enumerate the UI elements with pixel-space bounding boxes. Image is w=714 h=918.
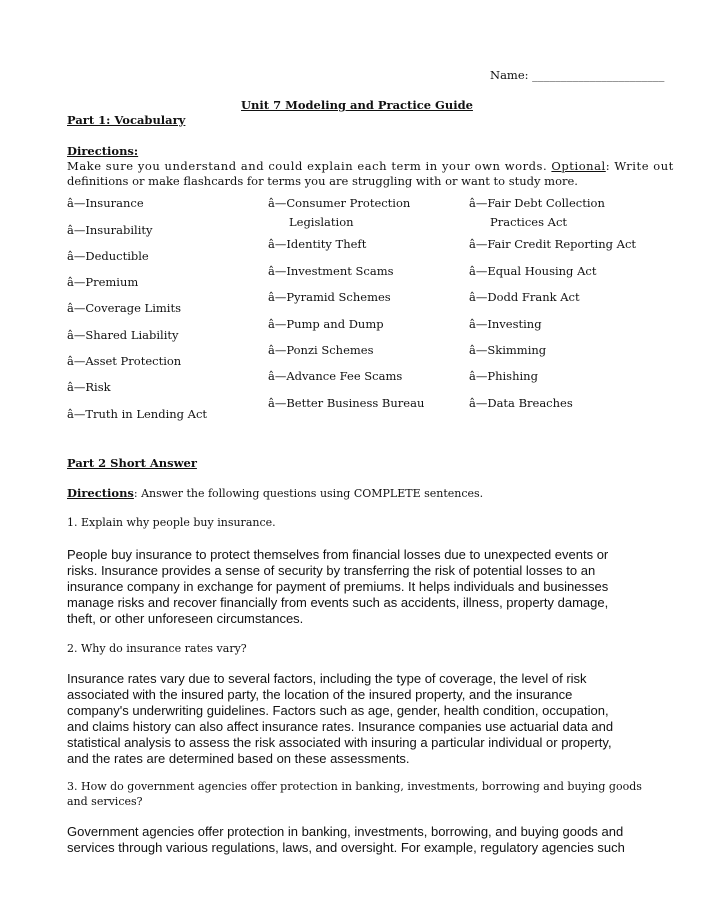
- checkbox-bullet-icon: â—: [469, 290, 488, 304]
- answer-line: Government agencies offer protection in banking, investments, borrowing, and buying goods and: [67, 824, 624, 839]
- checkbox-bullet-icon: â—: [268, 317, 287, 331]
- vocab-item: [469, 343, 546, 357]
- checkbox-bullet-icon: â—: [67, 196, 86, 210]
- checkbox-bullet-icon: â—: [268, 369, 287, 383]
- answer-line: and the rates are determined based on these assessments.: [67, 751, 410, 766]
- answer-line: insurance company in exchange for payment of premiums. It helps individuals and businesses: [67, 579, 609, 594]
- directions-heading: Directions:: [67, 144, 139, 158]
- checkbox-bullet-icon: â—: [268, 264, 287, 278]
- part2-directions: [67, 486, 483, 500]
- vocab-term: Pyramid Schemes: [286, 290, 391, 304]
- question-3: 3. How do government agencies offer protection in banking, investments, borrowing and buying goods: [67, 780, 642, 793]
- vocab-term: Equal Housing Act: [487, 264, 597, 278]
- vocab-item: [67, 275, 138, 289]
- part2-directions-text: : Answer the following questions using COMPLETE sentences.: [133, 487, 484, 500]
- vocab-item: [469, 369, 538, 383]
- vocab-term: Consumer Protection: [286, 196, 411, 210]
- vocab-term: Ponzi Schemes: [286, 343, 374, 357]
- vocab-term: Insurability: [85, 223, 153, 237]
- vocab-term: Advance Fee Scams: [286, 369, 403, 383]
- vocab-item: [469, 237, 636, 251]
- vocab-item: [67, 380, 111, 394]
- checkbox-bullet-icon: â—: [469, 264, 488, 278]
- vocab-term: Fair Credit Reporting Act: [487, 237, 637, 251]
- answer-line: People buy insurance to protect themselves from financial losses due to unexpected events or: [67, 547, 609, 562]
- checkbox-bullet-icon: â—: [67, 354, 86, 368]
- vocab-item: [469, 290, 580, 304]
- vocab-term: Pump and Dump: [286, 317, 384, 331]
- vocab-item: [268, 237, 366, 251]
- checkbox-bullet-icon: â—: [67, 328, 86, 342]
- question-1: 1. Explain why people buy insurance.: [67, 516, 276, 529]
- vocab-term: Investing: [487, 317, 542, 331]
- answer-line: theft, or other unforeseen circumstances.: [67, 611, 304, 626]
- answer-2: [67, 671, 652, 767]
- vocab-item: [268, 369, 402, 383]
- vocab-item: [67, 328, 179, 342]
- part2-directions-label: Directions: [67, 486, 134, 500]
- vocab-item: [469, 196, 605, 210]
- answer-line: statistical analysis to assess the risk associated with insuring a particular individual or property,: [67, 735, 612, 750]
- directions-line-2: definitions or make flashcards for terms you are struggling with or want to study more.: [67, 174, 578, 188]
- vocab-item: [268, 264, 394, 278]
- checkbox-bullet-icon: â—: [469, 317, 488, 331]
- vocab-item: [469, 396, 573, 410]
- optional-label: Optional: [551, 159, 606, 173]
- vocab-term: Deductible: [85, 249, 149, 263]
- answer-line: associated with the insured party, the location of the insured property, and the insurance: [67, 687, 573, 702]
- vocab-item: [67, 249, 149, 263]
- vocab-term: Skimming: [487, 343, 547, 357]
- vocab-term: Identity Theft: [286, 237, 367, 251]
- vocab-term: Truth in Lending Act: [85, 407, 208, 421]
- checkbox-bullet-icon: â—: [268, 196, 287, 210]
- part1-heading: Part 1: Vocabulary: [67, 113, 186, 127]
- vocab-item: [469, 317, 542, 331]
- checkbox-bullet-icon: â—: [469, 196, 488, 210]
- checkbox-bullet-icon: â—: [469, 396, 488, 410]
- question-3-continued: and services?: [67, 795, 143, 808]
- checkbox-bullet-icon: â—: [67, 380, 86, 394]
- vocab-term-continued: Practices Act: [490, 215, 568, 229]
- name-field-label: Name: _______________________: [490, 68, 665, 82]
- checkbox-bullet-icon: â—: [67, 407, 86, 421]
- answer-line: services through various regulations, laws, and oversight. For example, regulatory agencies such: [67, 840, 625, 855]
- checkbox-bullet-icon: â—: [469, 343, 488, 357]
- directions-line-1: [67, 159, 674, 173]
- checkbox-bullet-icon: â—: [268, 290, 287, 304]
- vocab-term: Dodd Frank Act: [487, 290, 580, 304]
- vocab-item: [268, 290, 391, 304]
- vocab-term: Shared Liability: [85, 328, 179, 342]
- answer-line: risks. Insurance provides a sense of security by transferring the risk of potential losses to an: [67, 563, 596, 578]
- answer-1: [67, 547, 652, 627]
- vocab-term-continued: Legislation: [289, 215, 354, 229]
- answer-line: Insurance rates vary due to several factors, including the type of coverage, the level of risk: [67, 671, 587, 686]
- vocab-item: [268, 343, 374, 357]
- answer-3: [67, 824, 652, 856]
- vocab-item: [67, 196, 144, 210]
- vocab-term: Phishing: [487, 369, 538, 383]
- checkbox-bullet-icon: â—: [67, 275, 86, 289]
- checkbox-bullet-icon: â—: [268, 396, 287, 410]
- vocab-term: Asset Protection: [85, 354, 182, 368]
- vocab-term: Insurance: [85, 196, 144, 210]
- directions-text-end: : Write out: [605, 159, 674, 173]
- vocab-term: Coverage Limits: [85, 301, 181, 315]
- vocab-item: [67, 223, 152, 237]
- vocab-term: Data Breaches: [487, 396, 573, 410]
- answer-line: company's underwriting guidelines. Factors such as age, gender, health condition, occupation,: [67, 703, 609, 718]
- vocab-item: [67, 301, 181, 315]
- answer-line: manage risks and recover financially from events such as accidents, illness, property damage,: [67, 595, 609, 610]
- vocab-term: Investment Scams: [286, 264, 394, 278]
- vocab-term: Risk: [85, 380, 111, 394]
- vocab-item: [268, 196, 410, 210]
- vocab-term: Fair Debt Collection: [487, 196, 605, 210]
- vocab-item: [268, 396, 424, 410]
- checkbox-bullet-icon: â—: [469, 369, 488, 383]
- checkbox-bullet-icon: â—: [67, 223, 86, 237]
- vocab-item: [268, 317, 384, 331]
- vocab-item: [67, 354, 181, 368]
- vocab-term: Better Business Bureau: [286, 396, 425, 410]
- page-title: Unit 7 Modeling and Practice Guide: [241, 98, 473, 112]
- directions-text: Make sure you understand and could explain each term in your own words.: [67, 159, 552, 173]
- vocab-item: [67, 407, 207, 421]
- checkbox-bullet-icon: â—: [268, 237, 287, 251]
- vocab-term: Premium: [85, 275, 139, 289]
- question-2: 2. Why do insurance rates vary?: [67, 642, 247, 655]
- checkbox-bullet-icon: â—: [67, 249, 86, 263]
- answer-line: and claims history can also affect insurance rates. Insurance companies use actuarial data and: [67, 719, 614, 734]
- checkbox-bullet-icon: â—: [469, 237, 488, 251]
- vocab-item: [469, 264, 596, 278]
- checkbox-bullet-icon: â—: [67, 301, 86, 315]
- part2-heading: Part 2 Short Answer: [67, 456, 197, 470]
- checkbox-bullet-icon: â—: [268, 343, 287, 357]
